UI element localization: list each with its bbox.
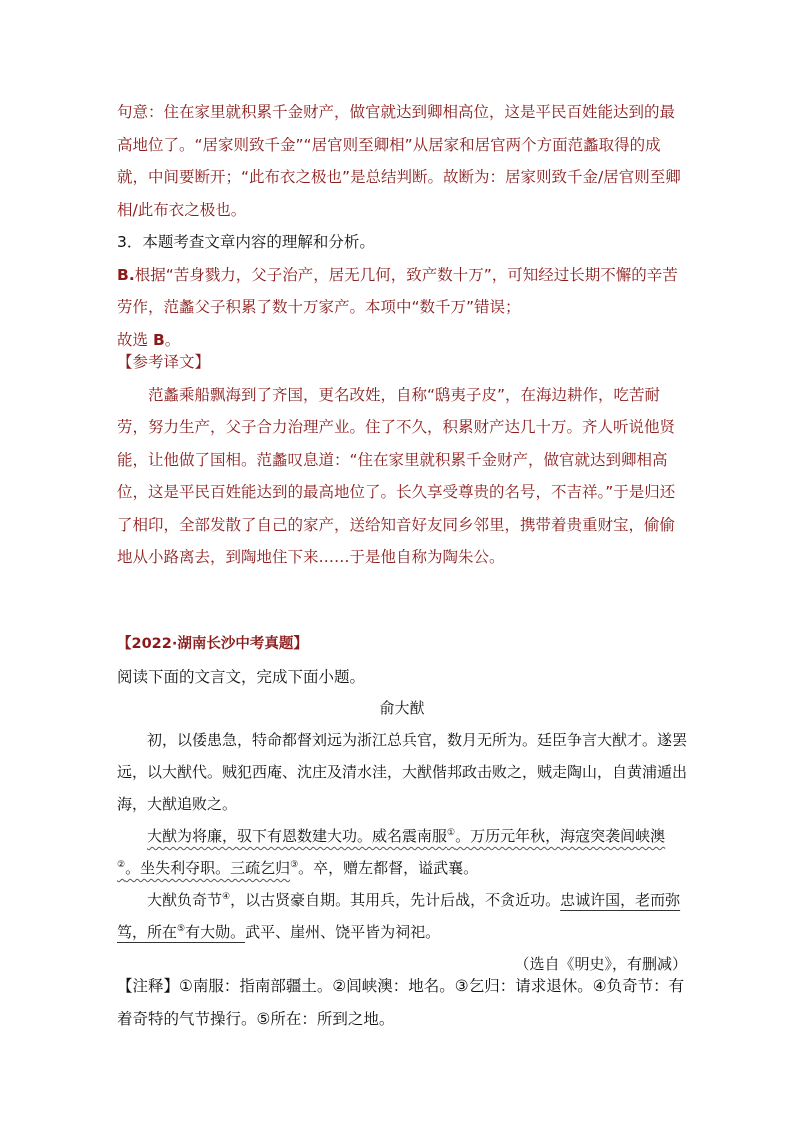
passage-source: （选自《明史》，有删减）	[514, 955, 687, 973]
passage-paragraph-1: 初，以倭患急，特命都督刘远为浙江总兵官，数月无所为。廷臣争言大猷才。遂罢远，以大猷代。贼犯西庵、沈庄及清水洼，大猷偕邦政击败之，贼走陶山，自黄浦遁出海，大猷追败之。	[117, 731, 688, 813]
question-3-title: 3．本题考查文章内容的理解和分析。	[117, 233, 375, 251]
answer-suffix: 。	[164, 330, 181, 349]
p2-segment-b: 。万历元年秋，海寇突袭闾峡澳	[455, 827, 666, 845]
question-3-analysis	[117, 226, 687, 356]
translation-body: 范蠡乘船飘海到了齐国，更名改姓，自称“鸱夷子皮”，在海边耕作，吃苦耐劳，努力生产，父子合力治理产业。住了不久，积累财产达几十万。齐人听说他贤能，让他做了国相。范蠡叹息道：“住在家里就积累千金财产，做官就达到卿相高位，这是平民百姓能达到的最高地位了。长久享受尊贵的名号，不吉祥。”于是归还了相印，全部发散了自己的家产，送给知音好友同乡邻里，携带着贵重财宝，偷偷地从小路离去，到陶地住下来……于是他自称为陶朱公。	[117, 385, 676, 566]
p3-segment-c: 忠诚许国，老而弥笃，所在	[117, 891, 681, 941]
passage-paragraph-2	[117, 820, 687, 884]
exam-instruction: 阅读下面的文言文，完成下面小题。	[117, 667, 366, 686]
note-marker-3: ③	[290, 860, 299, 870]
analysis-sentence-meaning: 句意：住在家里就积累千金财产，做官就达到卿相高位，这是平民百姓能达到的最高地位了。“居家则致千金”“居官则至卿相”从居家和居官两个方面范蠡取得的成就，中间要断开；“此布衣之极也”是总结判断。故断为：居家则致千金/居官则至卿相/此布衣之极也。	[117, 103, 681, 219]
analysis-section	[117, 96, 687, 226]
note-marker-5: ⑤	[177, 924, 186, 934]
note-marker-4: ④	[222, 892, 231, 902]
option-label: B.	[117, 265, 135, 284]
exam-source-tag: 【2022·湖南长沙中考真题】	[117, 636, 308, 652]
answer-letter: B	[152, 330, 165, 349]
classical-passage	[117, 692, 687, 980]
option-body: 根据“苦身戮力，父子治产，居无几何，致产数十万”，可知经过长期不懈的辛苦劳作，范蠡父子积累了数十万家产。本项中“数千万”错误；	[117, 265, 678, 316]
note-marker-2: ②	[117, 860, 126, 870]
exam-section	[117, 628, 687, 693]
p2-segment-a: 大猷为将廉，驭下有恩数建大功。威名震南服	[147, 827, 448, 845]
p3-segment-b: ，以古贤豪自期。其用兵，先计后战，不贪近功。	[230, 891, 561, 909]
question-3-option-b	[117, 259, 687, 324]
p3-segment-a: 大猷负奇节	[147, 891, 223, 909]
passage-title: 俞大猷	[379, 699, 425, 717]
passage-paragraph-3	[117, 884, 687, 948]
notes-section	[117, 970, 687, 1035]
note-marker-1: ①	[447, 828, 456, 838]
p2-segment-d: 。卒，赠左都督，谥武襄。	[298, 859, 479, 877]
p3-segment-d: 有大勋。	[185, 923, 246, 941]
translation-heading: 【参考译文】	[117, 353, 211, 371]
notes-text: 【注释】①南服：指南部疆土。②闾峡澳：地名。③乞归：请求退休。④负奇节：有着奇特的气节操行。⑤所在：所到之地。	[117, 977, 685, 1028]
p3-segment-e: 武平、崖州、饶平皆为祠祀。	[245, 923, 441, 941]
answer-prefix: 故选	[117, 330, 153, 349]
p2-segment-c: 。坐失利夺职。三疏乞归	[125, 859, 291, 877]
translation-section	[117, 346, 687, 574]
